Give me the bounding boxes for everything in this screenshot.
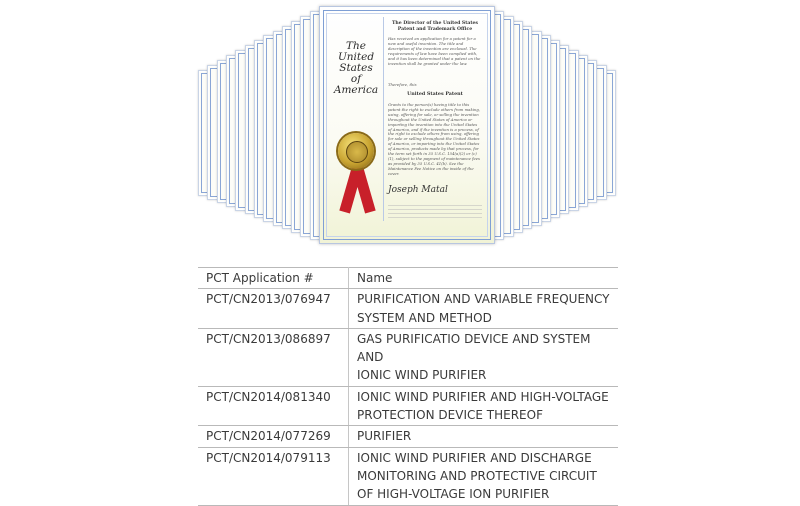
patent-name-line: OF HIGH-VOLTAGE ION PURIFIER (357, 487, 550, 502)
patent-name (349, 328, 619, 386)
application-number: PCT/CN2013/086897 (198, 328, 349, 386)
emblem-line: of (350, 73, 362, 85)
office-title-line: The Director of the United States (392, 21, 478, 26)
fine-print-line (388, 217, 482, 218)
application-number: PCT/CN2014/077269 (198, 426, 349, 447)
patent-table (198, 267, 618, 506)
table-row (198, 289, 618, 329)
patent-name-line: SYSTEM AND METHOD (357, 310, 492, 325)
patent-name (349, 386, 619, 426)
office-title-line: Patent and Trademark Office (397, 26, 473, 32)
front-certificate (319, 6, 495, 244)
patent-name-line: IONIC WIND PURIFIER AND DISCHARGE (357, 450, 592, 465)
director-signature: Joseph Matal (388, 185, 448, 195)
patent-name-line: PROTECTION DEVICE THEREOF (357, 408, 543, 423)
patent-name (349, 289, 619, 329)
table-row (198, 447, 618, 505)
patent-name (349, 426, 619, 447)
patent-name-line: PURIFICATION AND VARIABLE FREQUENCY (357, 292, 610, 307)
patent-name-line: MONITORING AND PROTECTIVE CIRCUIT (357, 468, 597, 483)
office-title (388, 21, 482, 32)
patent-name-line: PURIFIER (357, 429, 412, 444)
fine-print-line (388, 209, 482, 210)
table-header-row (198, 268, 618, 289)
application-number: PCT/CN2013/076947 (198, 289, 349, 329)
fine-print-line (388, 213, 482, 214)
column-header-application: PCT Application # (198, 268, 349, 289)
emblem-line: States (339, 62, 373, 74)
intro-text: Has received an application for a patent for a new and useful invention. The title and description of the invention are enclosed. The requirements of law have been complied with, and it has been determined that a patent on the invention shall be granted under the law. (388, 36, 481, 66)
table-row (198, 328, 618, 386)
emblem-line: America (333, 84, 379, 96)
certificate-divider (383, 17, 384, 221)
therefore-text: Therefore, this (388, 82, 417, 87)
table-row (198, 386, 618, 426)
patent-heading: United States Patent (407, 91, 463, 97)
patent-name-line: IONIC WIND PURIFIER AND HIGH-VOLTAGE (357, 389, 609, 404)
emblem-line: United (337, 51, 375, 63)
gold-seal-icon (338, 133, 374, 169)
patent-name (349, 447, 619, 505)
application-number: PCT/CN2014/081340 (198, 386, 349, 426)
column-header-name: Name (349, 268, 619, 289)
emblem-line: The (346, 40, 366, 52)
table-row (198, 426, 618, 447)
patent-name-line: GAS PURIFICATIO DEVICE AND SYSTEM AND (357, 331, 591, 365)
application-number: PCT/CN2014/079113 (198, 447, 349, 505)
emblem-text (332, 41, 380, 96)
patent-certificates-image (195, 4, 615, 249)
patent-name-line: IONIC WIND PURIFIER (357, 368, 487, 383)
grant-text: Grants to the person(s) having title to this patent the right to exclude others from making, using, offering for sale, or selling the invention throughout the United States of America or importing the invention into the United States of America, and if the invention is a process, of the right to exclude others from using, offering for sale or selling throughout the United States of America, or importing into the United States of America, products made by that process, for the term set forth in 35 U.S.C. 154(a)(2) or (c)(1), subject to the payment of maintenance fees as provided by 35 U.S.C. 41(b). See the Maintenance Fee Notice on the inside of the cover. (388, 102, 481, 176)
fine-print-line (388, 205, 482, 206)
